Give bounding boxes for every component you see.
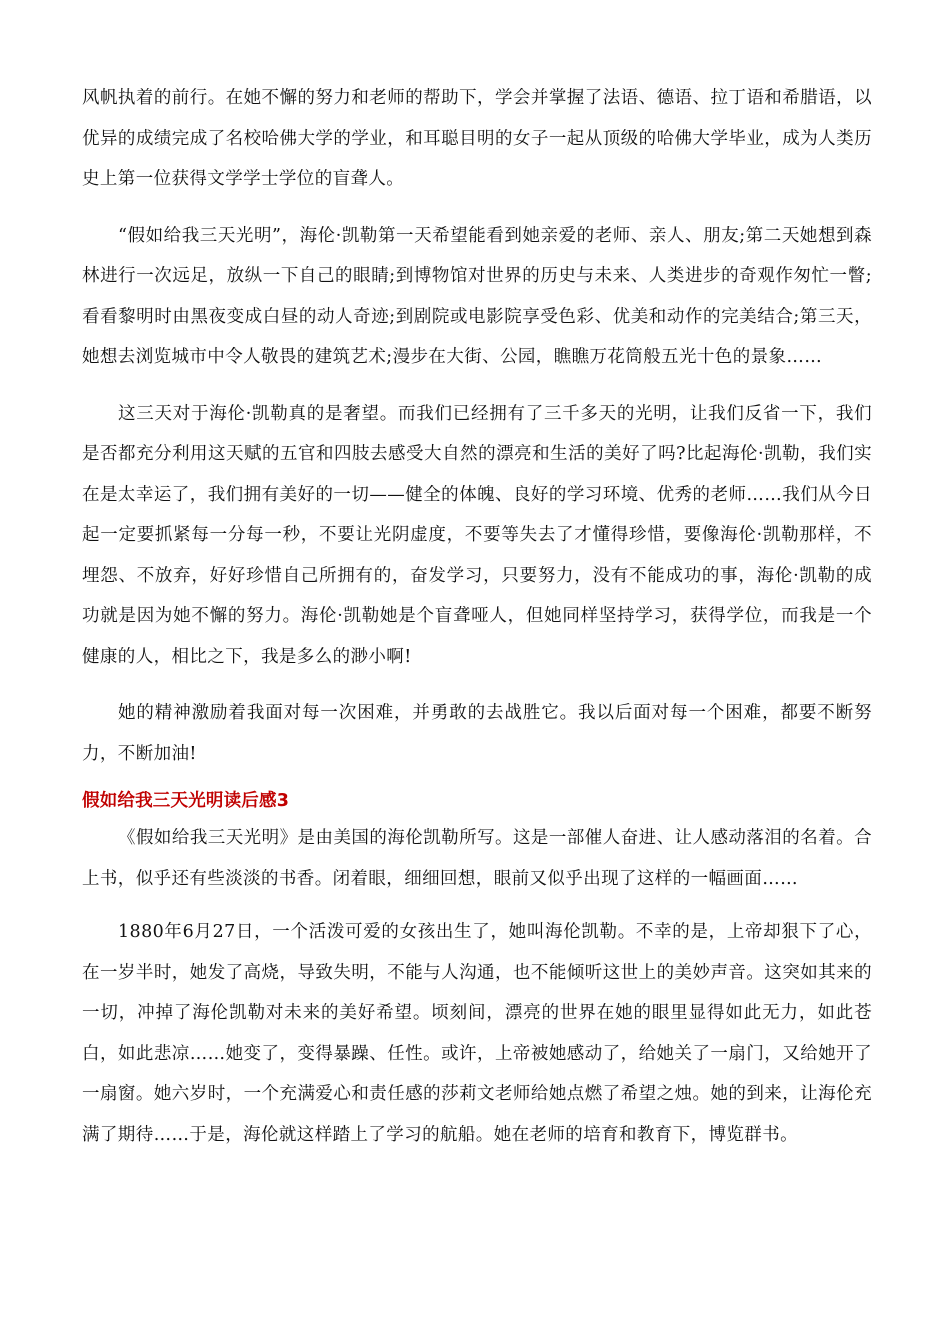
paragraph-continuation: 风帆执着的前行。在她不懈的努力和老师的帮助下，学会并掌握了法语、德语、拉丁语和希腊语，以优异的成绩完成了名校哈佛大学的学业，和耳聪目明的女子一起从顶级的哈佛大学毕业，成为人类历史上第一位获得文学学士学位的盲聋人。 <box>82 88 872 189</box>
document-body <box>82 78 872 1155</box>
paragraph-reflection: 这三天对于海伦·凯勒真的是奢望。而我们已经拥有了三千多天的光明，让我们反省一下，我们是否都充分利用这天赋的五官和四肢去感受大自然的漂亮和生活的美好了吗?比起海伦·凯勒，我们实在是太幸运了，我们拥有美好的一切——健全的体魄、良好的学习环境、优秀的老师……我们从今日起一定要抓紧每一分每一秒，不要让光阴虚度，不要等失去了才懂得珍惜，要像海伦·凯勒那样，不埋怨、不放弃，好好珍惜自己所拥有的，奋发学习，只要努力，没有不能成功的事，海伦·凯勒的成功就是因为她不懈的努力。海伦·凯勒她是个盲聋哑人，但她同样坚持学习，获得学位，而我是一个健康的人，相比之下，我是多么的渺小啊! <box>82 403 872 667</box>
paragraph-book-intro: 《假如给我三天光明》是由美国的海伦凯勒所写。这是一部催人奋进、让人感动落泪的名着。合上书，似乎还有些淡淡的书香。闭着眼，细细回想，眼前又似乎出现了这样的一幅画面…… <box>82 828 872 889</box>
paragraph-helen-story: 1880年6月27日，一个活泼可爱的女孩出生了，她叫海伦凯勒。不幸的是，上帝却狠下了心，在一岁半时，她发了高烧，导致失明，不能与人沟通，也不能倾听这世上的美妙声音。这突如其来的一切，冲掉了海伦凯勒对未来的美好希望。顷刻间，漂亮的世界在她的眼里显得如此无力，如此苍白，如此悲凉……她变了，变得暴躁、任性。或许，上帝被她感动了，给她关了一扇门，又给她开了一扇窗。她六岁时，一个充满爱心和责任感的莎莉文老师给她点燃了希望之烛。她的到来，让海伦充满了期待……于是，海伦就这样踏上了学习的航船。她在老师的培育和教育下，博览群书。 <box>82 922 872 1145</box>
section-heading: 假如给我三天光明读后感3 <box>82 791 290 811</box>
paragraph-inspiration: 她的精神激励着我面对每一次困难，并勇敢的去战胜它。我以后面对每一个困难，都要不断努力，不断加油! <box>82 703 872 764</box>
paragraph-three-days-wishes: “假如给我三天光明”，海伦·凯勒第一天希望能看到她亲爱的老师、亲人、朋友;第二天她想到森林进行一次远足，放纵一下自己的眼睛;到博物馆对世界的历史与未来、人类进步的奇观作匆忙一瞥;看看黎明时由黑夜变成白昼的动人奇迹;到剧院或电影院享受色彩、优美和动作的完美结合;第三天，她想去浏览城市中令人敬畏的建筑艺术;漫步在大街、公园，瞧瞧万花筒般五光十色的景象…… <box>82 225 872 367</box>
